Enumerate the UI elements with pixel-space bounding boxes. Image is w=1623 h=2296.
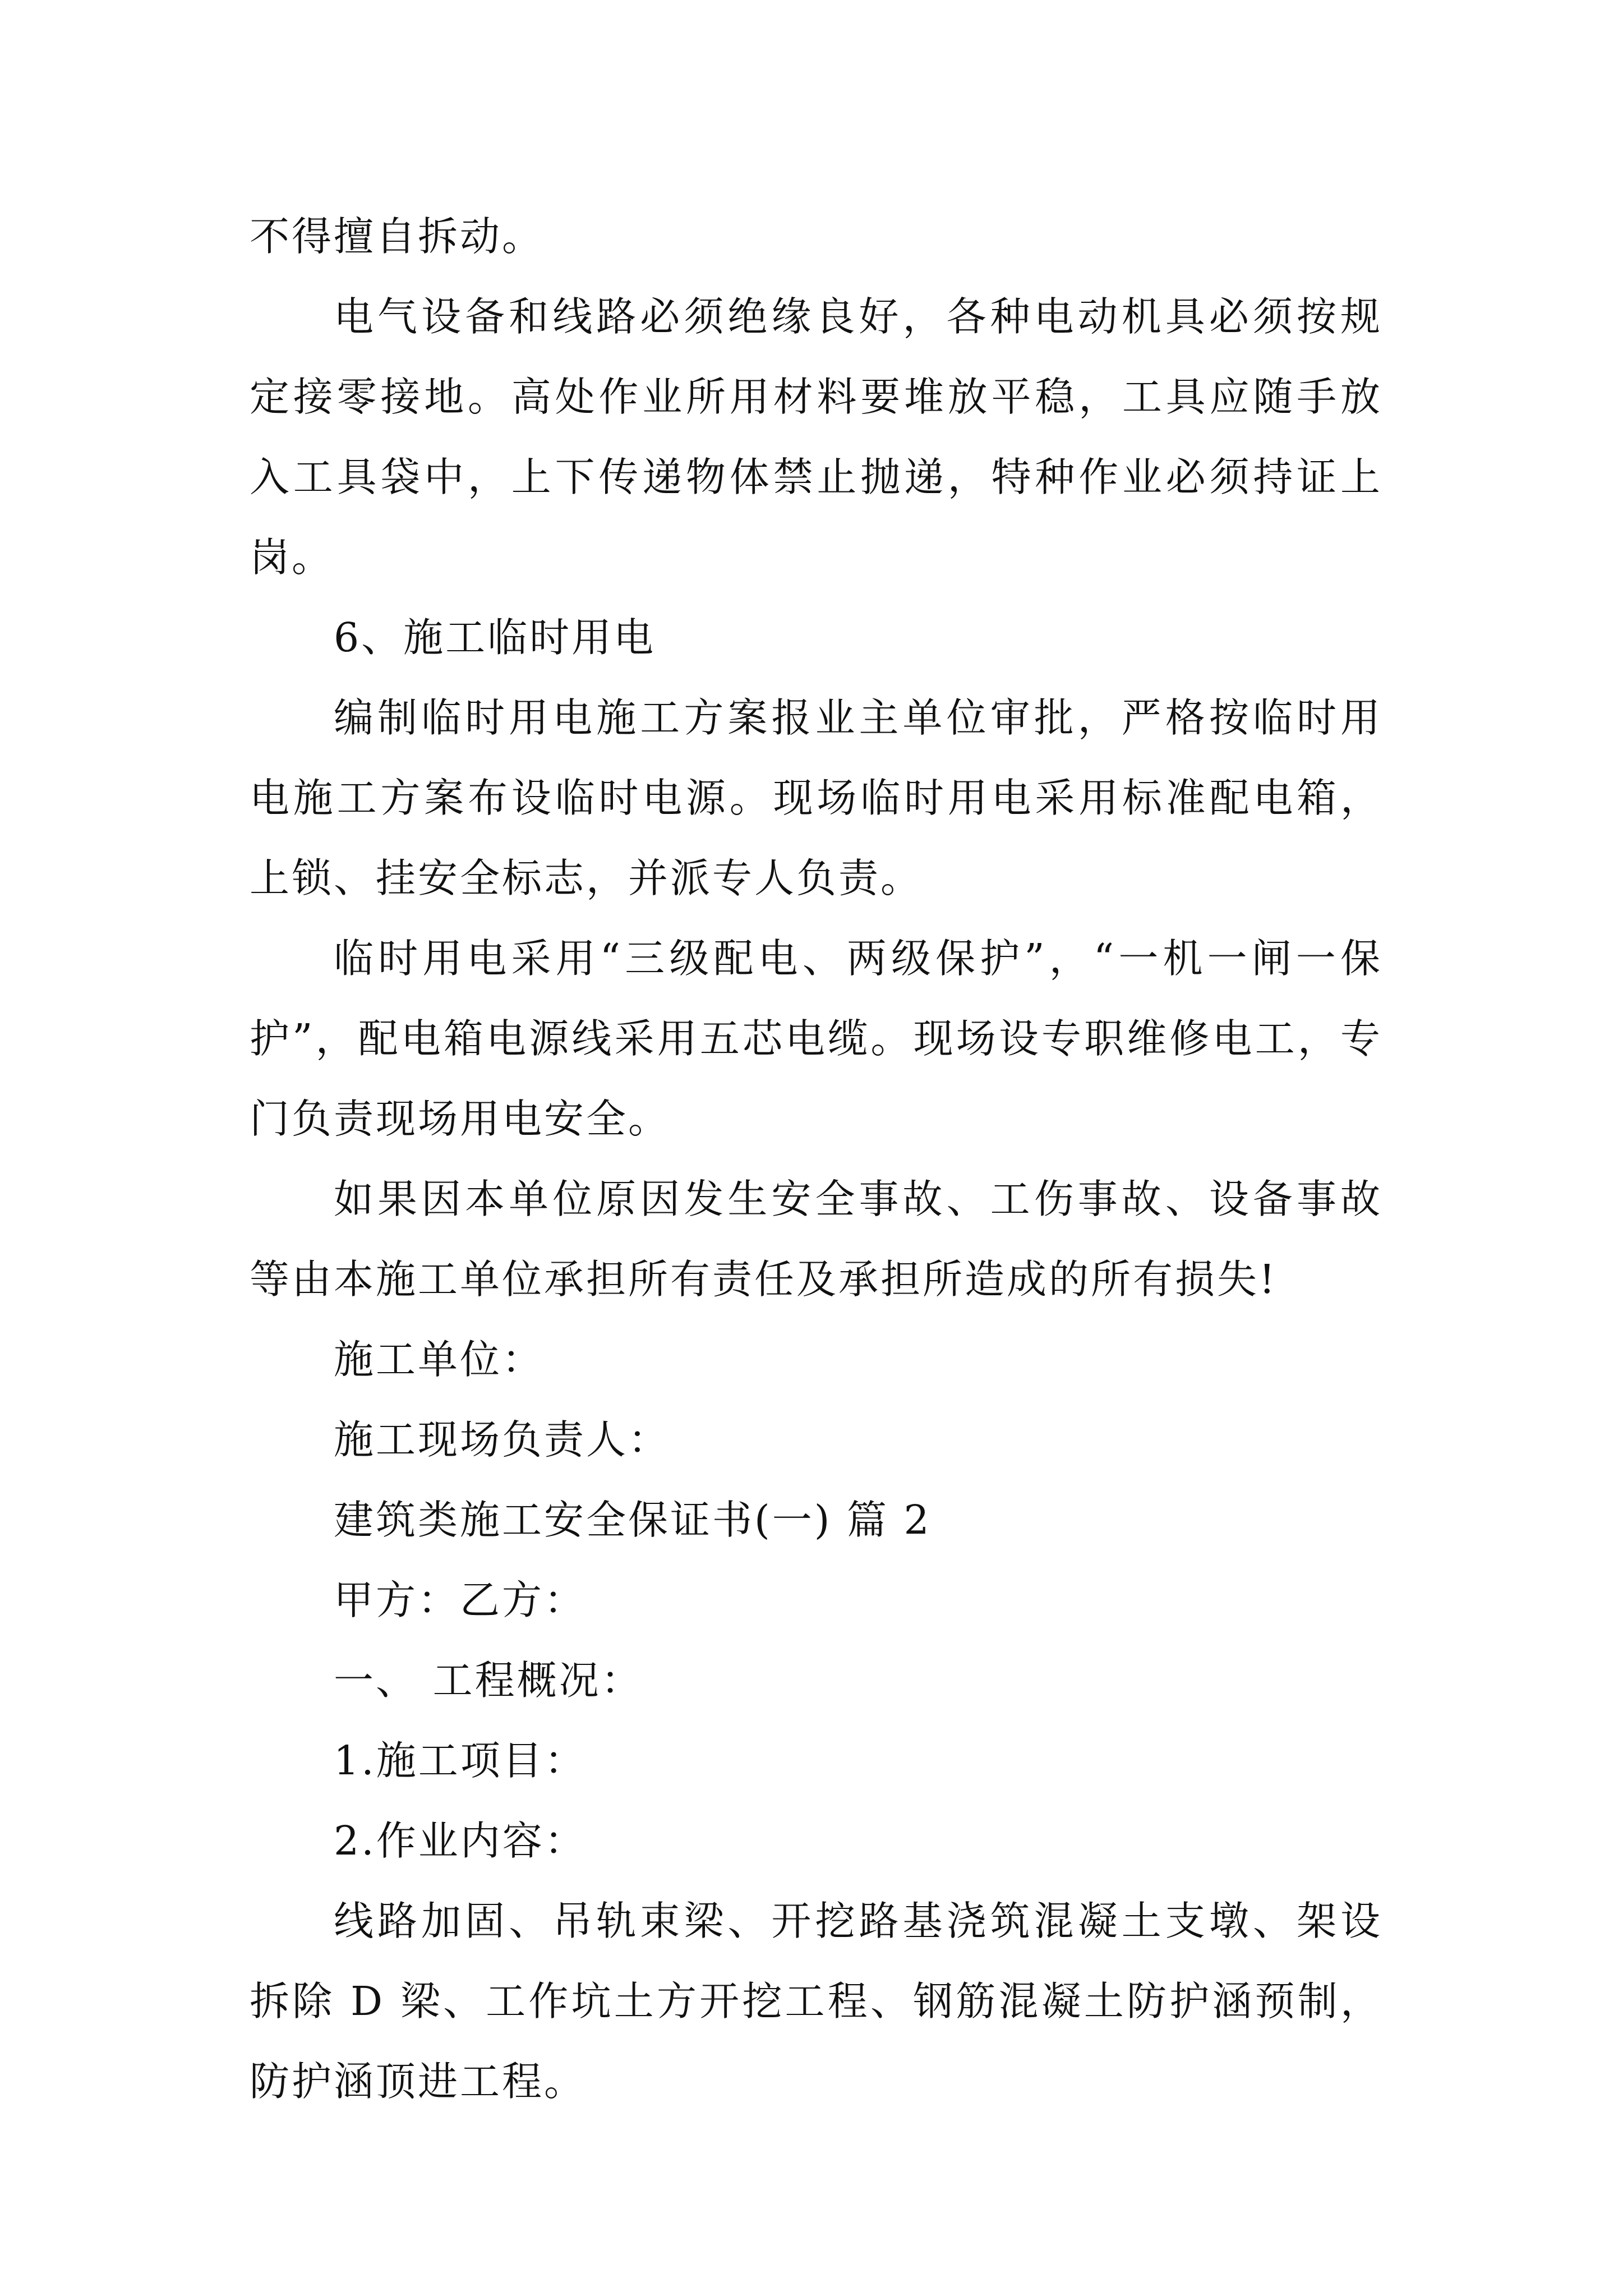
paragraph-1: 不得擅自拆动。 <box>250 213 545 260</box>
section-heading-6: 6、施工临时用电 <box>334 614 656 661</box>
paragraph-5: 如果因本单位原因发生安全事故、工伤事故、设备事故等由本施工单位承担所有责任及承担所造成的所有损失! <box>250 1176 1382 1303</box>
paragraph-2: 电气设备和线路必须绝缘良好，各种电动机具必须按规定接零接地。高处作业所用材料要堆放平稳，工具应随手放入工具袋中，上下传递物体禁止抛递，特种作业必须持证上岗。 <box>250 293 1382 581</box>
item-project: 1.施工项目： <box>334 1737 587 1784</box>
paragraph-4: 临时用电采用“三级配电、两级保护”，“一机一闸一保护”，配电箱电源线采用五芯电缆。现场设专职维修电工，专门负责现场用电安全。 <box>250 935 1382 1142</box>
paragraph-6: 线路加固、吊轨束梁、开挖路基浇筑混凝土支墩、架设拆除 D 梁、工作坑土方开挖工程、钢筋混凝土防护涵预制，防护涵顶进工程。 <box>250 1898 1382 2105</box>
document-page <box>250 196 1382 2122</box>
parties-line: 甲方：乙方： <box>334 1577 587 1623</box>
item-work-content: 2.作业内容： <box>334 1818 587 1864</box>
section-heading-overview: 一、 工程概况： <box>334 1657 643 1704</box>
paragraph-3: 编制临时用电施工方案报业主单位审批，严格按临时用电施工方案布设临时电源。现场临时用电采用标准配电箱，上锁、挂安全标志，并派专人负责。 <box>250 694 1382 901</box>
document-title-part-2: 建筑类施工安全保证书(一) 篇 2 <box>334 1497 932 1543</box>
signature-site-manager: 施工现场负责人： <box>334 1416 671 1463</box>
signature-unit: 施工单位： <box>334 1336 545 1383</box>
